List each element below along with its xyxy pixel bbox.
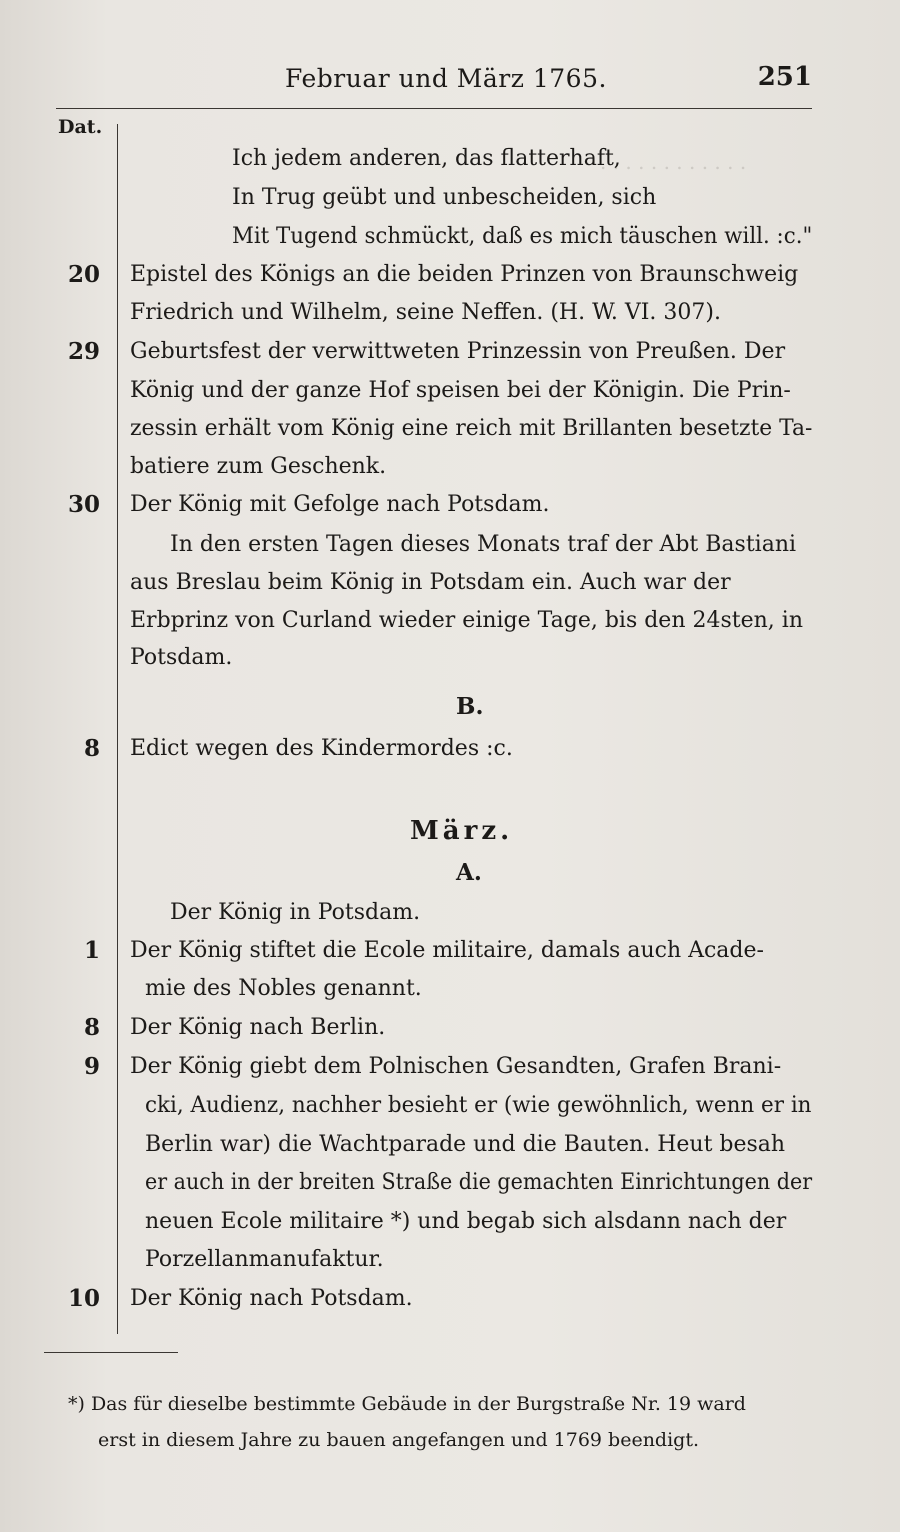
- page-number: 251: [757, 62, 812, 92]
- running-title: Februar und März 1765.: [285, 64, 607, 93]
- entry-line: Epistel des Königs an die beiden Prinzen von Braunschweig: [130, 262, 799, 287]
- entry-line: Der König stiftet die Ecole militaire, damals auch Acade-: [130, 938, 764, 963]
- date-column-rule: [117, 124, 118, 1334]
- entry-date: 9: [83, 1053, 100, 1080]
- page-header: [0, 60, 900, 100]
- entry-line: Der König in Potsdam.: [170, 900, 421, 925]
- entry-line: neuen Ecole militaire *) und begab sich alsdann nach der: [145, 1209, 787, 1234]
- poem-line: Ich jedem anderen, das flatterhaft,: [232, 146, 621, 171]
- entry-line: er auch in der breiten Straße die gemachten Einrichtungen der: [145, 1170, 813, 1195]
- entry-date: 29: [67, 338, 100, 365]
- header-rule: [56, 108, 812, 109]
- entry-date: 8: [83, 1014, 100, 1041]
- section-heading-a: A.: [456, 859, 482, 886]
- entry-line: Friedrich und Wilhelm, seine Neffen. (H. W. VI. 307).: [130, 300, 721, 325]
- footnote-line: erst in diesem Jahre zu bauen angefangen und 1769 beendigt.: [98, 1429, 700, 1451]
- entry-date: 8: [83, 735, 100, 762]
- entry-line: Der König nach Potsdam.: [130, 1286, 413, 1311]
- entry-line: batiere zum Geschenk.: [130, 454, 387, 479]
- date-column-label: Dat.: [58, 116, 103, 138]
- paragraph-line: Potsdam.: [130, 645, 233, 670]
- paragraph-line: In den ersten Tagen dieses Monats traf der Abt Bastiani: [170, 532, 797, 557]
- entry-date: 30: [67, 491, 100, 518]
- poem-line: Mit Tugend schmückt, daß es mich täuschen will. :c.": [232, 224, 813, 249]
- paragraph-line: aus Breslau beim König in Potsdam ein. Auch war der: [130, 570, 731, 595]
- entry-line: Der König giebt dem Polnischen Gesandten, Grafen Brani-: [130, 1054, 782, 1079]
- footnote-line: *) Das für dieselbe bestimmte Gebäude in der Burgstraße Nr. 19 ward: [68, 1393, 746, 1415]
- entry-date: 20: [67, 261, 100, 288]
- footnote-rule: [44, 1352, 178, 1353]
- bleed-through-text: . . . . . . . . . . . .: [600, 150, 747, 174]
- entry-line: cki, Audienz, nachher besieht er (wie gewöhnlich, wenn er in: [145, 1093, 812, 1118]
- entry-line: Der König mit Gefolge nach Potsdam.: [130, 492, 550, 517]
- poem-line: In Trug geübt und unbescheiden, sich: [232, 185, 657, 210]
- entry-line: Berlin war) die Wachtparade und die Bauten. Heut besah: [145, 1132, 786, 1157]
- section-heading-b: B.: [456, 693, 484, 720]
- entry-line: mie des Nobles genannt.: [145, 976, 422, 1001]
- paragraph-line: Erbprinz von Curland wieder einige Tage, bis den 24sten, in: [130, 608, 803, 633]
- entry-line: König und der ganze Hof speisen bei der Königin. Die Prin-: [130, 378, 791, 403]
- entry-line: Der König nach Berlin.: [130, 1015, 386, 1040]
- entry-line: Geburtsfest der verwittweten Prinzessin von Preußen. Der: [130, 339, 786, 364]
- entry-date: 10: [67, 1285, 100, 1312]
- entry-date: 1: [83, 937, 100, 964]
- entry-line: Edict wegen des Kindermordes :c.: [130, 736, 513, 761]
- entry-line: Porzellanmanufaktur.: [145, 1247, 384, 1272]
- month-heading: März.: [410, 816, 514, 846]
- entry-line: zessin erhält vom König eine reich mit Brillanten besetzte Ta-: [130, 416, 813, 441]
